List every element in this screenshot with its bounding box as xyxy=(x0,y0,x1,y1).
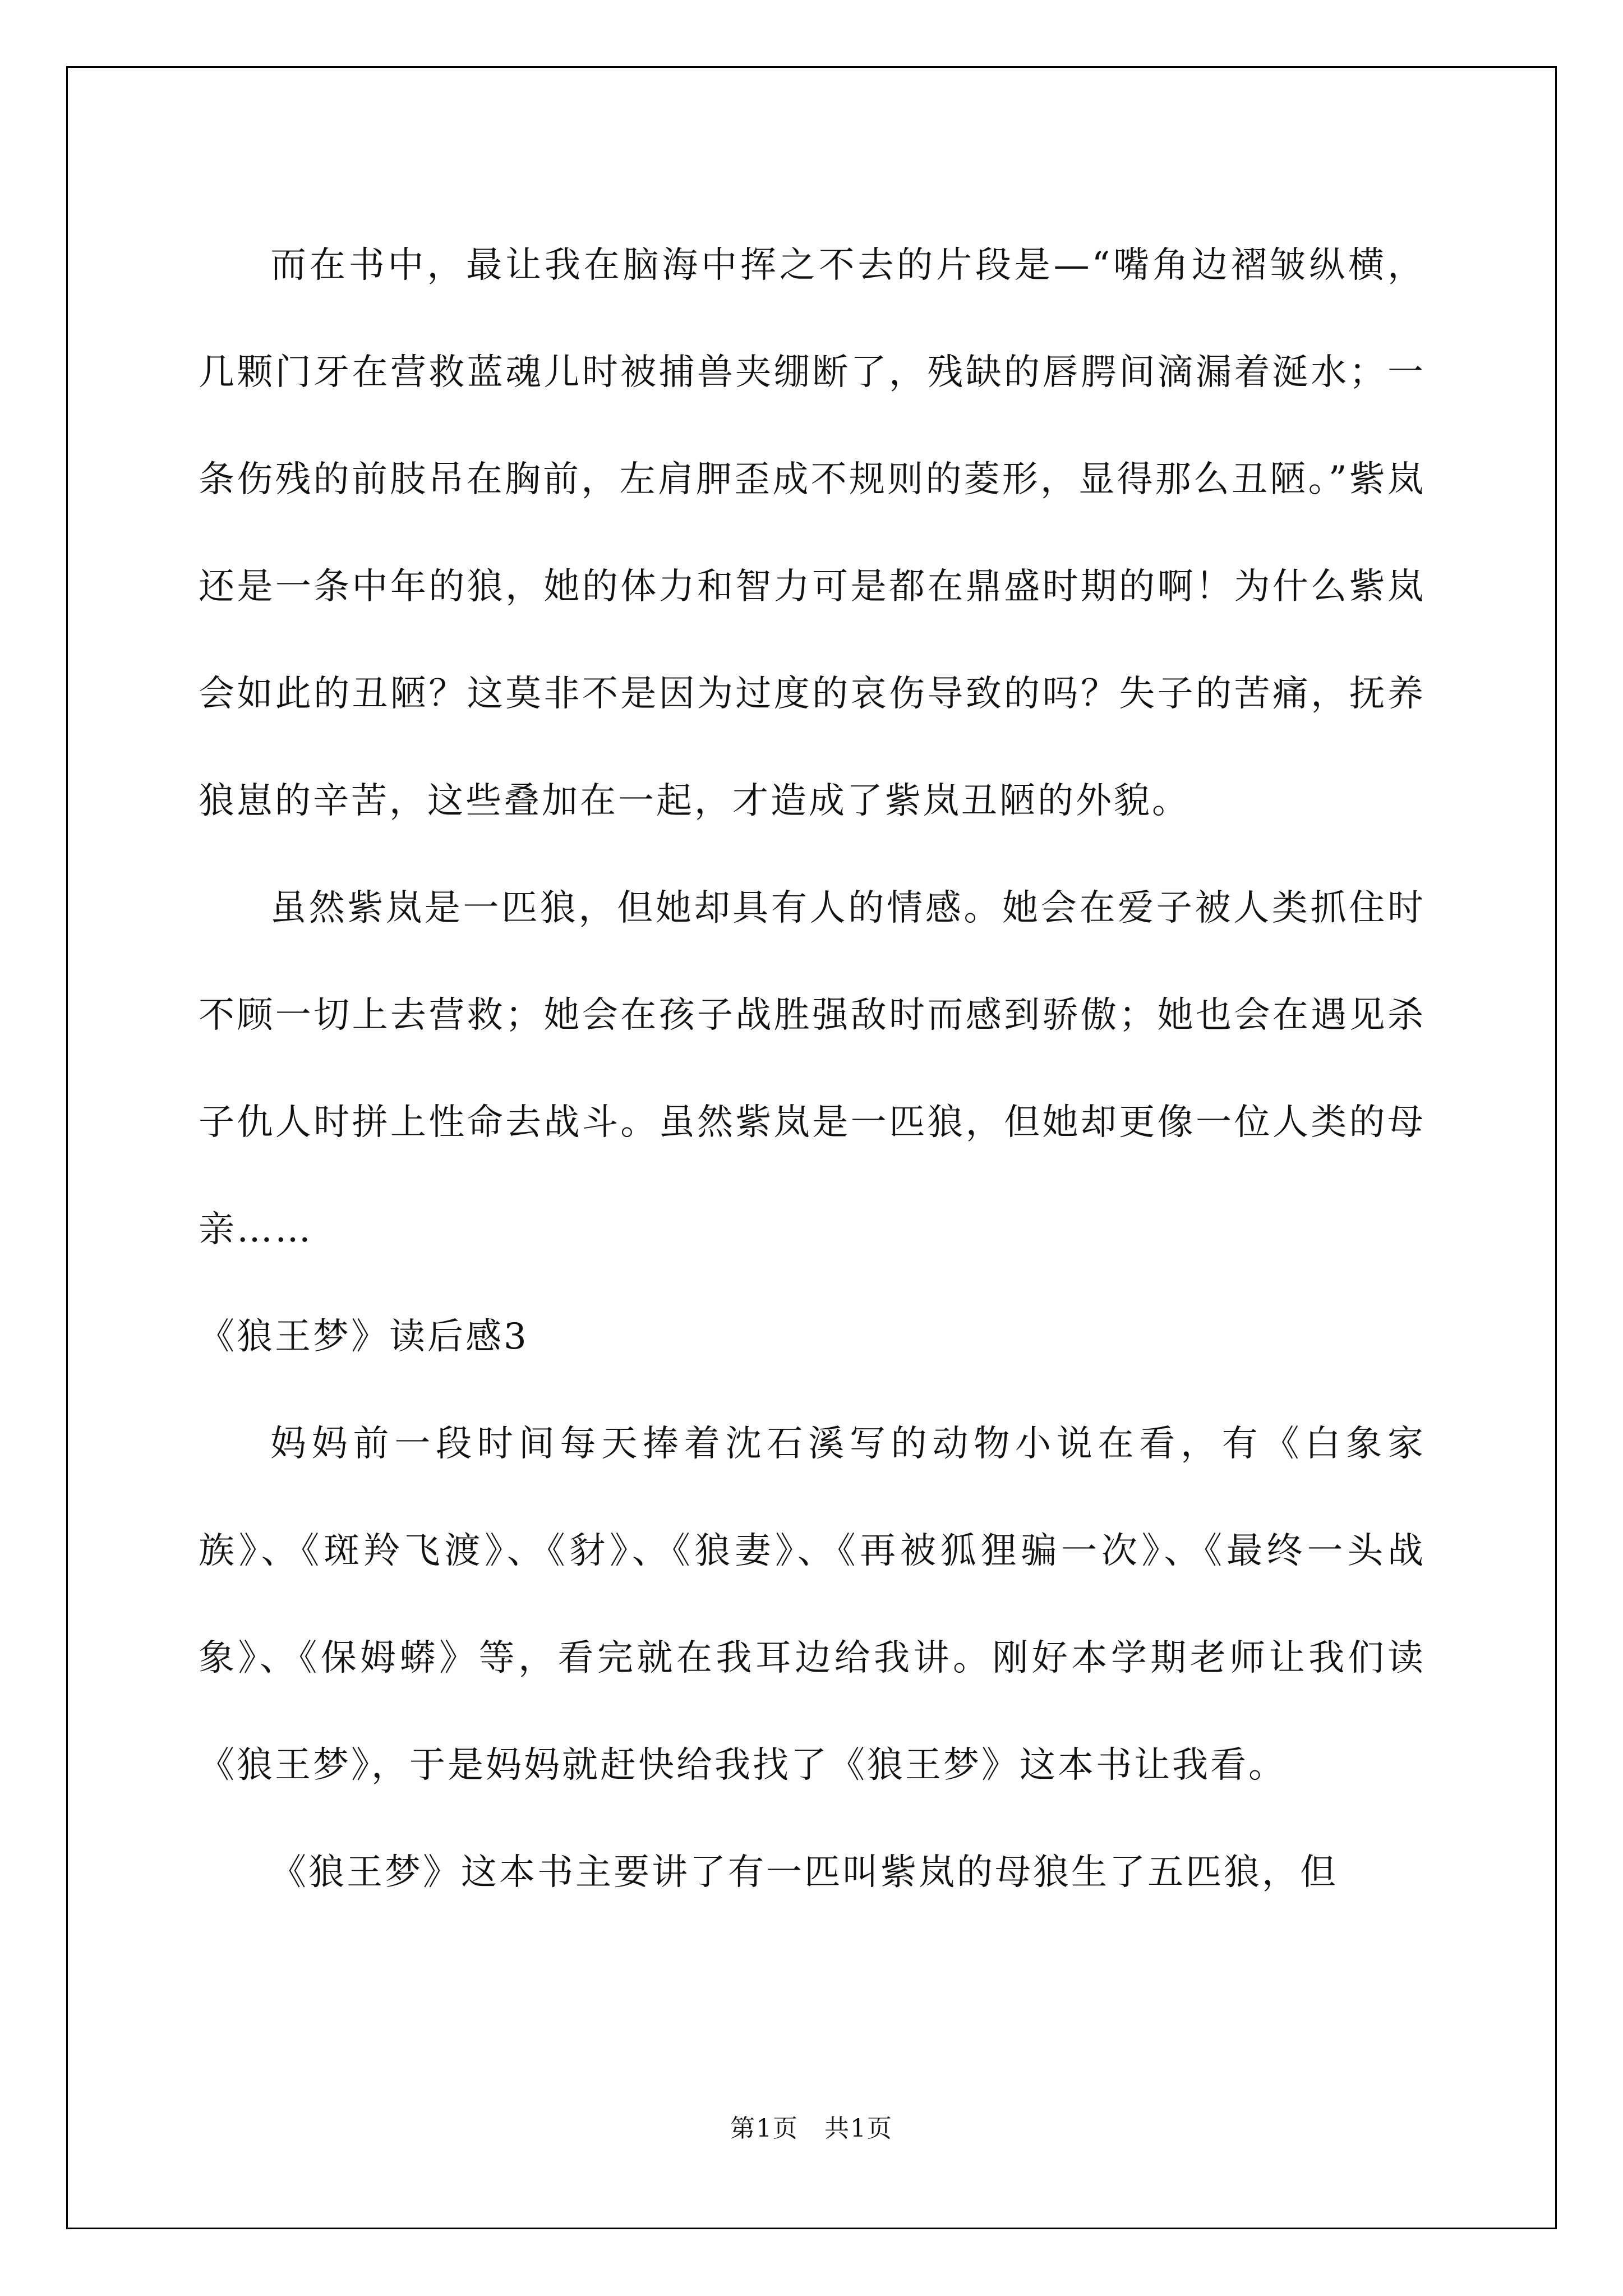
paragraph: 妈妈前一段时间每天捧着沈石溪写的动物小说在看，有《白象家族》、《斑羚飞渡》、《豺》、《狼妻》、《再被狐狸骗一次》、《最终一头战象》、《保姆蟒》等，看完就在我耳边给我讲。刚好本学期老师让我们读《狼王梦》，于是妈妈就赶快给我找了《狼王梦》这本书让我看。 xyxy=(199,1423,1426,1786)
document-body xyxy=(199,212,1426,1926)
paragraph: 《狼王梦》这本书主要讲了有一匹叫紫岚的母狼生了五匹狼，但 xyxy=(270,1852,1338,1893)
paragraph: 而在书中，最让我在脑海中挥之不去的片段是—“嘴角边褶皱纵横，几颗门牙在营救蓝魂儿时被捕兽夹绷断了，残缺的唇腭间滴漏着涎水；一条伤残的前肢吊在胸前，左肩胛歪成不规则的菱形，显得那么丑陋。”紫岚还是一条中年的狼，她的体力和智力可是都在鼎盛时期的啊！为什么紫岚会如此的丑陋？这莫非不是因为过度的哀伤导致的吗？失子的苦痛，抚养狼崽的辛苦，这些叠加在一起，才造成了紫岚丑陋的外貌。 xyxy=(199,245,1426,822)
section-title: 《狼王梦》读后感3 xyxy=(199,1316,529,1358)
page-footer: 第1页 共1页 xyxy=(730,2114,893,2143)
paragraph: 虽然紫岚是一匹狼，但她却具有人的情感。她会在爱子被人类抓住时不顾一切上去营救；她会在孩子战胜强敌时而感到骄傲；她也会在遇见杀子仇人时拼上性命去战斗。虽然紫岚是一匹狼，但她却更像一位人类的母亲…… xyxy=(199,887,1426,1250)
